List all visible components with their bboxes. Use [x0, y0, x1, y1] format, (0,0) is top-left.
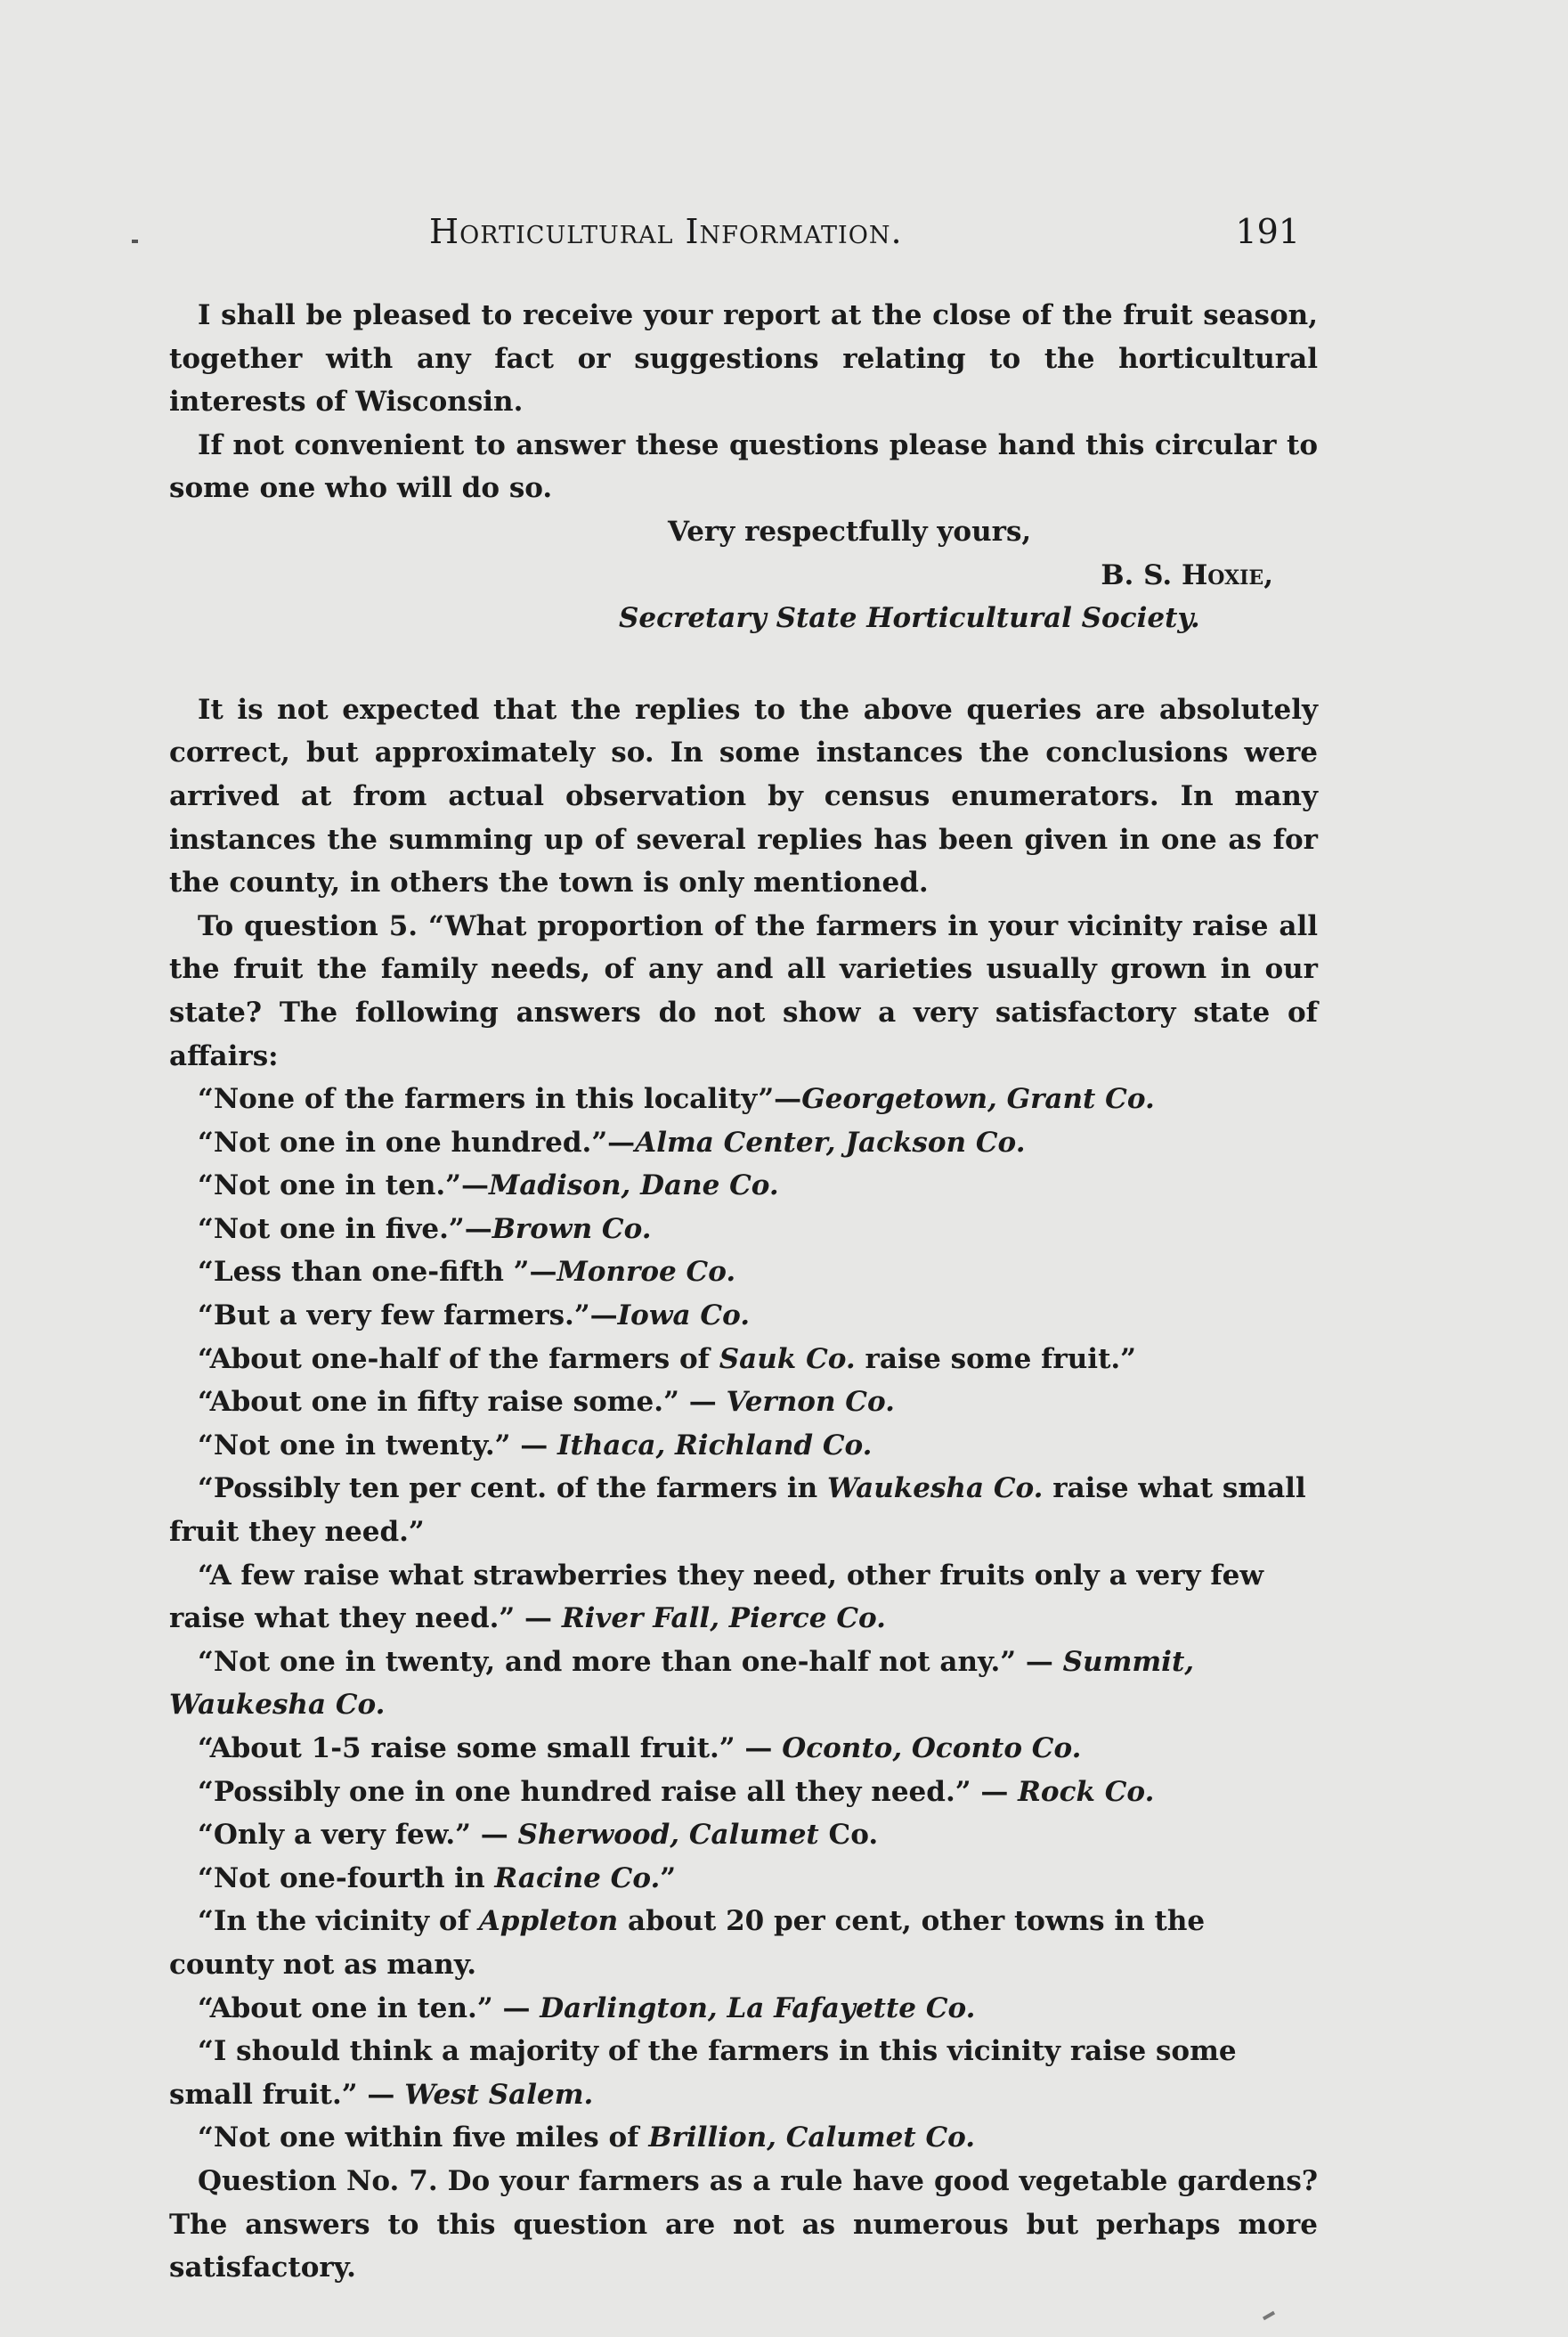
- paragraph-question-5: To question 5. “What proportion of the farmers in your vicinity raise all the fruit the family needs, of any and all varieties usually grown in our state? The following answers do not show a very satisfactory state of affairs:: [169, 909, 1318, 1072]
- quote-text: “In the vicinity of: [198, 1905, 479, 1938]
- quote-text: “Not one in twenty, and more than one-half not any.” —: [198, 1645, 1063, 1678]
- paragraph-report-request: I shall be pleased to receive your report at the close of the fruit season, together with any fact or suggestions relating to the horticultural interests of Wisconsin.: [169, 299, 1318, 419]
- quote-source: Sauk Co.: [719, 1342, 856, 1375]
- quote-source: Ithaca, Richland Co.: [557, 1429, 873, 1462]
- quote-after: raise some fruit.”: [855, 1342, 1137, 1375]
- quote-text: “About one-half of the farmers of: [198, 1342, 719, 1375]
- quote-item: [169, 1554, 1318, 1641]
- quote-source: Oconto, Oconto Co.: [782, 1732, 1082, 1764]
- page-number: 191: [1235, 212, 1300, 251]
- quote-after: ”: [660, 1861, 677, 1894]
- quote-after: Co.: [818, 1819, 879, 1852]
- quote-item: [169, 1771, 1318, 1814]
- quote-text: “About one in fifty raise some.” —: [198, 1386, 727, 1419]
- quote-text: “Possibly ten per cent. of the farmers in: [198, 1472, 828, 1505]
- quote-source: Madison, Dane Co.: [489, 1169, 779, 1202]
- quote-item: [169, 1208, 1318, 1251]
- quote-after: about 20 per cent, other towns in the county not as many.: [169, 1905, 1206, 1981]
- quote-source: Brillion, Calumet Co.: [648, 2121, 976, 2154]
- closing-line: Very respectfully yours,: [668, 515, 1032, 548]
- quote-item: [169, 1727, 1318, 1771]
- quote-after: raise what small fruit they need.”: [169, 1472, 1306, 1549]
- quote-list: [169, 1078, 1318, 2160]
- quote-item: [169, 2116, 1318, 2160]
- pencil-mark: [1263, 2311, 1275, 2320]
- quote-text: “But a very few farmers.”—: [198, 1299, 618, 1332]
- quote-source: Georgetown, Grant Co.: [801, 1083, 1155, 1116]
- quote-item: [169, 1467, 1318, 1553]
- quote-text: “Not one within five miles of: [198, 2121, 649, 2154]
- quote-text: “Not one in one hundred.”—: [198, 1126, 636, 1159]
- quote-source: Darlington, La Fafayette Co.: [540, 1991, 976, 2024]
- quote-source: Monroe Co.: [557, 1256, 736, 1289]
- quote-item: [169, 1250, 1318, 1294]
- quote-item: [169, 1641, 1318, 1727]
- quote-source: Summit, Waukesha Co.: [169, 1645, 1195, 1722]
- running-head: Horticultural Information.: [429, 212, 903, 251]
- quote-source: West Salem.: [404, 2078, 594, 2111]
- quote-item: [169, 1294, 1318, 1338]
- paragraph-question-7: Question No. 7. Do your farmers as a rule have good vegetable gardens? The answers to this question are not as numerous but perhaps more satisfactory.: [169, 2164, 1318, 2284]
- quote-item: [169, 1338, 1318, 1381]
- quote-source: Racine Co.: [494, 1861, 661, 1894]
- quote-item: [169, 1813, 1318, 1857]
- quote-text: “A few raise what strawberries they need, other fruits only a very few raise what they need.” —: [169, 1559, 1264, 1635]
- paragraph-replies-note: It is not expected that the replies to the above queries are absolutely correct, but approximately so. In some instances the conclusions were arrived at from actual observation by census enumerators. In many instances the summing up of several replies has been given in one as for the county, in others the town is only mentioned.: [169, 693, 1318, 900]
- quote-text: “Possibly one in one hundred raise all they need.” —: [198, 1775, 1019, 1808]
- quote-item: [169, 1857, 1318, 1901]
- quote-item: [169, 1164, 1318, 1208]
- quote-text: “Only a very few.” —: [198, 1819, 518, 1852]
- quote-text: “About 1-5 raise some small fruit.” —: [198, 1732, 783, 1764]
- quote-source: Waukesha Co.: [827, 1472, 1044, 1505]
- quote-text: “Not one in ten.”—: [198, 1169, 489, 1202]
- quote-source: Iowa Co.: [617, 1299, 751, 1332]
- quote-text: “I should think a majority of the farmers in this vicinity raise some small fruit.” —: [169, 2035, 1237, 2111]
- quote-text: “Less than one-fifth ”—: [198, 1256, 557, 1289]
- page-header: [160, 212, 1300, 265]
- quote-item: [169, 1078, 1318, 1121]
- quote-item: [169, 1987, 1318, 2031]
- quote-item: [169, 1900, 1318, 1986]
- quote-text: “About one in ten.” —: [198, 1991, 540, 2024]
- quote-source: Alma Center, Jackson Co.: [635, 1126, 1026, 1159]
- paragraph-circular: If not convenient to answer these questions please hand this circular to some one who will do so.: [169, 428, 1318, 505]
- quote-item: [169, 2030, 1318, 2116]
- quote-item: [169, 1424, 1318, 1468]
- quote-text: “None of the farmers in this locality”—: [198, 1083, 802, 1116]
- quote-source: Appleton: [478, 1905, 619, 1938]
- quote-text: “Not one-fourth in: [198, 1861, 495, 1894]
- quote-text: “Not one in five.”—: [198, 1212, 492, 1245]
- page-body: [169, 294, 1318, 2290]
- quote-source: Vernon Co.: [726, 1386, 895, 1419]
- signer-title: Secretary State Horticultural Society.: [619, 602, 1200, 635]
- quote-item: [169, 1380, 1318, 1424]
- quote-source: River Fall, Pierce Co.: [561, 1602, 886, 1635]
- signer-name: B. S. Hoxie,: [1101, 558, 1273, 591]
- quote-source: Sherwood, Calumet: [517, 1819, 819, 1852]
- margin-mark: [132, 240, 138, 243]
- quote-source: Brown Co.: [492, 1212, 652, 1245]
- quote-source: Rock Co.: [1018, 1775, 1155, 1808]
- quote-text: “Not one in twenty.” —: [198, 1429, 558, 1462]
- quote-item: [169, 1121, 1318, 1165]
